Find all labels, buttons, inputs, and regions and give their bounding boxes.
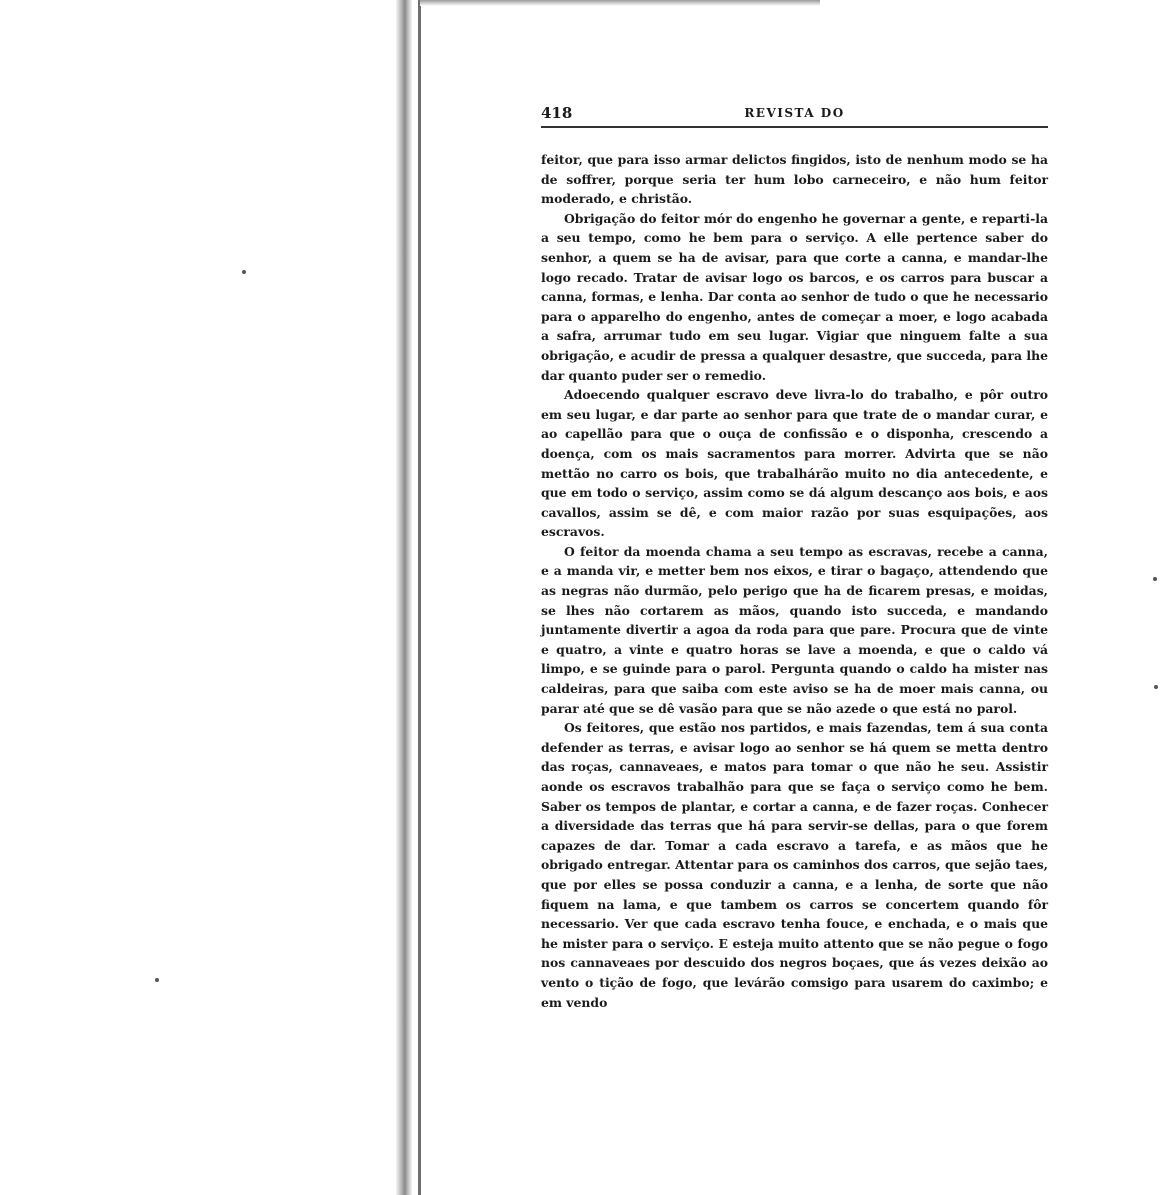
scan-speck [1153,577,1157,581]
paragraph: O feitor da moenda chama a seu tempo as escravas, recebe a canna, e a manda vir, e metter bem nos eixos, e tirar o bagaço, attendendo que as negras não durmão, pelo perigo que ha de ficarem presas, e moidas, se lhes não cortarem as mãos, quando isto succeda, e mandando juntamente divertir a agoa da roda para que pare. Procura que de vinte e quatro, a vinte e quatro horas se lave a moenda, e que o caldo vá limpo, e se guinde para o parol. Pergunta quando o caldo ha mister nas caldeiras, para que saiba com este aviso se ha de moer mais canna, ou parar até que se dê vasão para que se não azede o que está no parol. [541,543,1048,716]
page-number: 418 [541,104,573,122]
scan-speck [155,978,159,982]
scan-speck [242,270,246,274]
header-rule [541,126,1048,128]
paragraph: feitor, que para isso armar delictos fingidos, isto de nenhum modo se ha de soffrer, porque seria ter hum lobo carneceiro, e não hum feitor moderado, e christão. [541,152,1048,207]
paragraph: Adoecendo qualquer escravo deve livra-lo do trabalho, e pôr outro em seu lugar, e dar parte ao senhor para que trate de o mandar curar, e ao capellão para que o ouça de confissão e o disponha, crescendo a doença, com os mais sacramentos para morrer. Advirta que se não mettão no carro os bois, que trabalhárão muito no dia antecedente, e que em todo o serviço, assim como se dá algum descanço aos bois, e aos cavallos, assim se dê, e com maior razão por suas esquipações, aos escravos. [541,387,1048,540]
scan-speck [1154,685,1158,689]
book-spine-line [418,0,421,1195]
page-header [541,104,1048,126]
book-gutter-shadow [396,0,412,1195]
body-text [541,150,1048,1012]
paragraph: Os feitores, que estão nos partidos, e mais fazendas, tem á sua conta defender as terras, e avisar logo ao senhor se há quem se metta dentro das roças, cannaveaes, e matos para tomar o que não he seu. Assistir aonde os escravos trabalhão para que se faça o serviço como he bem. Saber os tempos de plantar, e cortar a canna, e de fazer roças. Conhecer a diversidade das terras que há para servir-se dellas, para o que forem capazes de dar. Tomar a cada escravo a tarefa, e as mãos que he obrigado entregar. Attentar para os caminhos dos carros, que sejão taes, que por elles se possa conduzir a canna, e a lenha, de sorte que não fiquem na lama, e que tambem os carros se concertem quando fôr necessario. Ver que cada escravo tenha fouce, e enchada, e o mais que he mister para o serviço. E esteja muito attento que se não pegue o fogo nos cannaveaes por descuido dos negros boçaes, que ás vezes deixão ao vento o tição de fogo, que levárão comsigo para usarem do caximbo; e em vendo [541,720,1048,1010]
page-top-edge [420,0,820,6]
running-title: REVISTA DO [744,106,845,120]
paragraph: Obrigação do feitor mór do engenho he governar a gente, e reparti-la a seu tempo, como he bem para o serviço. A elle pertence saber do senhor, a quem se ha de avisar, para que corte a canna, e mandar-lhe logo recado. Tratar de avisar logo os barcos, e os carros para buscar a canna, formas, e lenha. Dar conta ao senhor de tudo o que he necessario para o apparelho do engenho, antes de começar a moer, e logo acabada a safra, arrumar tudo em seu lugar. Vigiar que ninguem falte a sua obrigação, e acudir de pressa a qualquer desastre, que succeda, para lhe dar quanto puder ser o remedio. [541,210,1048,383]
